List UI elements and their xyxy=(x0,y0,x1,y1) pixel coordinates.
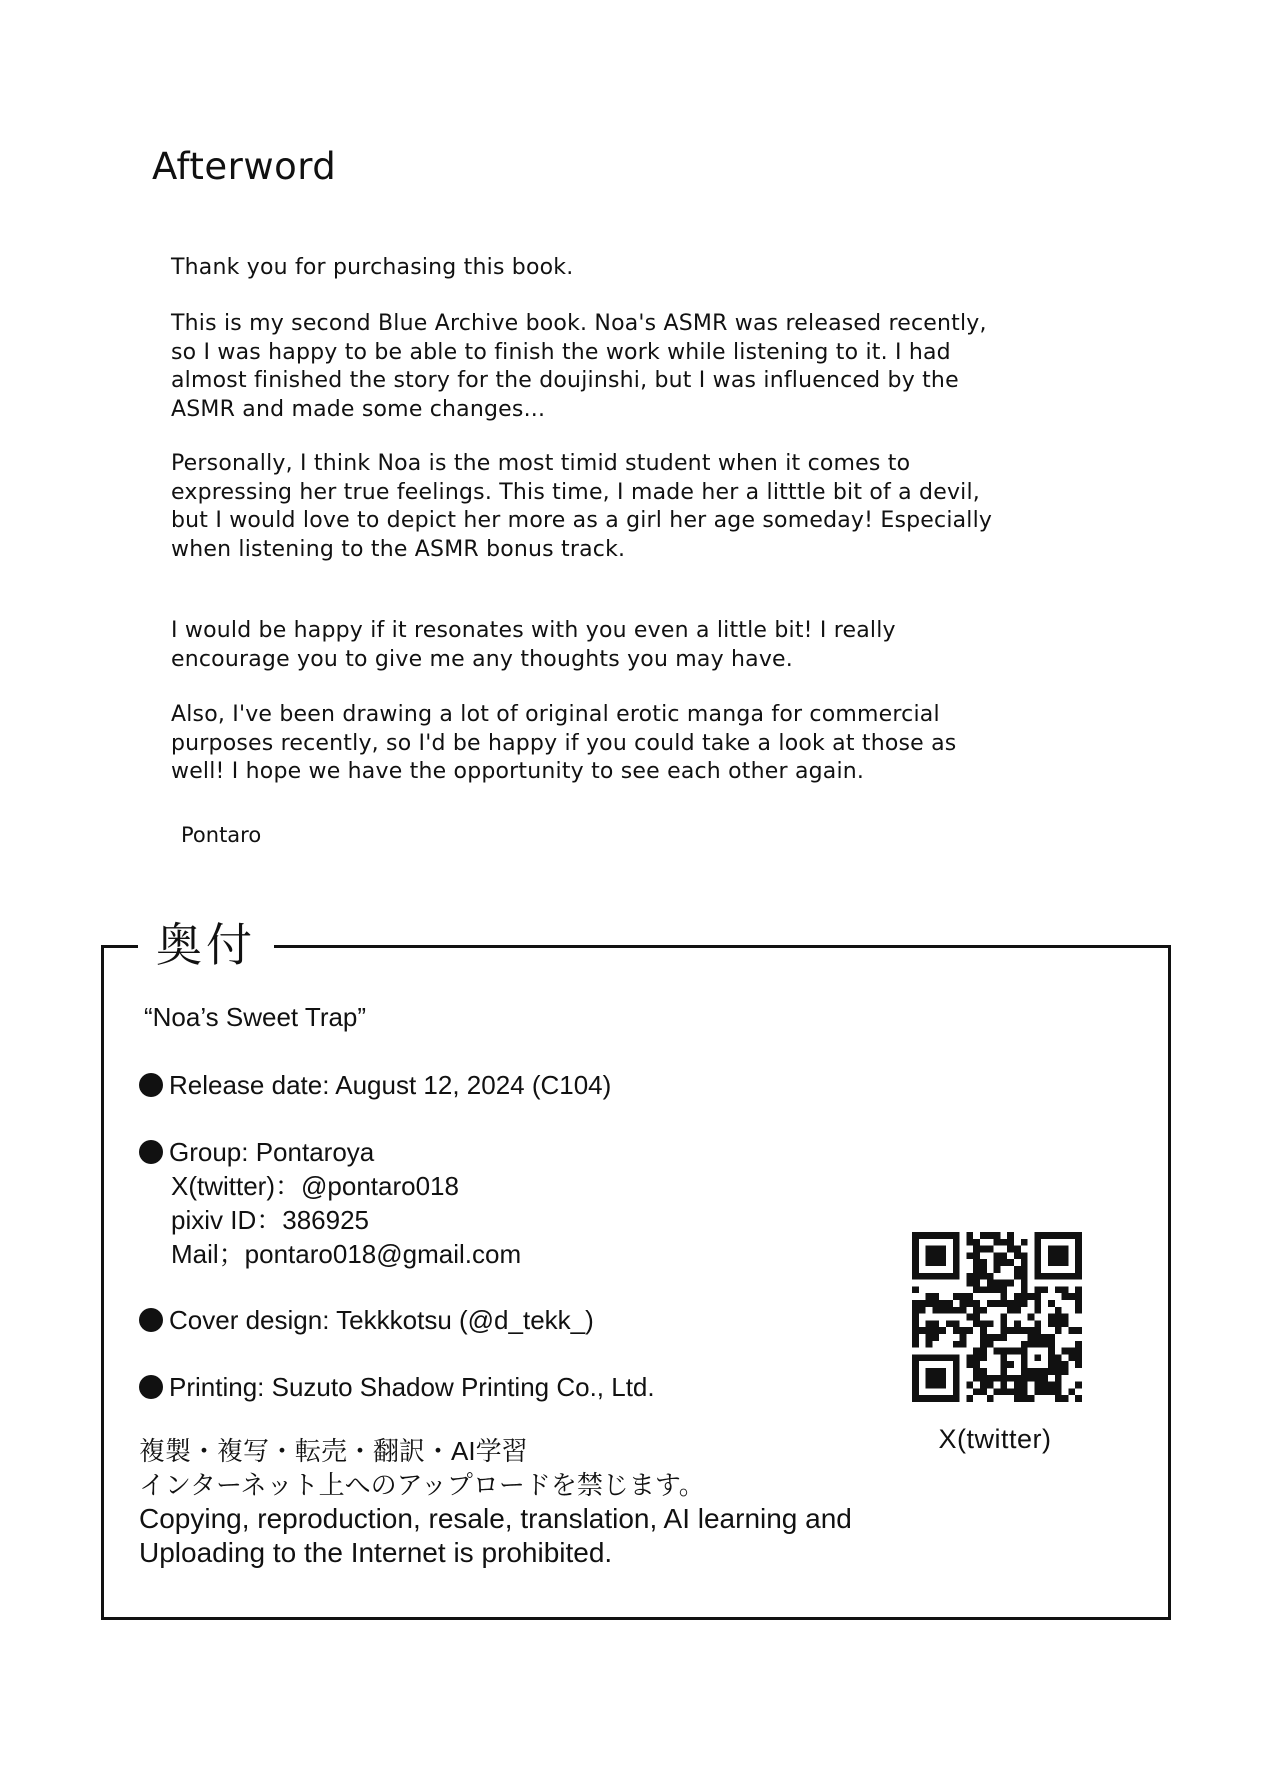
twitter-qr-code xyxy=(912,1232,1082,1402)
afterword-paragraph-4: I would be happy if it resonates with you even a little bit! I really encourage you to give me any thoughts you may have. xyxy=(171,618,896,672)
group-name: Group: Pontaroya xyxy=(169,1137,375,1167)
bullet-icon xyxy=(139,1308,163,1332)
group-mail: Mail；pontaro018@gmail.com xyxy=(171,1239,522,1269)
group-pixiv: pixiv ID：386925 xyxy=(171,1205,369,1235)
afterword-paragraph-2: This is my second Blue Archive book. Noa's ASMR was released recently, so I was happy to be able to finish the work while listening to it. I had almost finished the story for the doujinshi, but I was influenced by the ASMR and made some changes... xyxy=(171,311,987,422)
bullet-icon xyxy=(139,1375,163,1399)
cover-design-row xyxy=(139,1303,594,1337)
group-twitter: X(twitter)：@pontaro018 xyxy=(171,1171,459,1201)
qr-code-icon xyxy=(912,1232,1082,1402)
notice-jp-line-2: インターネット上へのアップロードを禁じます。 xyxy=(139,1470,705,1500)
cover-design: Cover design: Tekkkotsu (@d_tekk_) xyxy=(169,1305,594,1335)
notice-en-line-1: Copying, reproduction, resale, translation, AI learning and xyxy=(139,1503,852,1534)
copyright-notice xyxy=(139,1434,852,1570)
bullet-icon xyxy=(139,1140,163,1164)
afterword-paragraph-3: Personally, I think Noa is the most timid student when it comes to expressing her true feelings. This time, I made her a litttle bit of a devil, but I would love to depict her more as a girl her age someday! Especially when listening to the ASMR bonus track. xyxy=(171,451,993,562)
afterword-paragraph-5: Also, I've been drawing a lot of original erotic manga for commercial purposes recently, so I'd be happy if you could take a look at those as well! I hope we have the opportunity to see each other again. xyxy=(171,702,957,784)
colophon-heading: 奥付 xyxy=(138,918,274,972)
bullet-icon xyxy=(139,1073,163,1097)
release-date-row xyxy=(139,1068,611,1102)
book-title: “Noa’s Sweet Trap” xyxy=(144,1002,367,1032)
release-date: Release date: August 12, 2024 (C104) xyxy=(169,1070,612,1100)
author-signature: Pontaro xyxy=(181,823,262,847)
group-block xyxy=(139,1135,521,1271)
printing: Printing: Suzuto Shadow Printing Co., Ltd. xyxy=(169,1372,655,1402)
afterword-paragraph-1: Thank you for purchasing this book. xyxy=(171,255,574,280)
printing-row xyxy=(139,1370,655,1404)
notice-en-line-2: Uploading to the Internet is prohibited. xyxy=(139,1537,613,1568)
notice-jp-line-1: 複製・複写・転売・翻訳・AI学習 xyxy=(139,1436,528,1466)
qr-label: X(twitter) xyxy=(938,1424,1052,1454)
afterword-title: Afterword xyxy=(152,145,337,188)
